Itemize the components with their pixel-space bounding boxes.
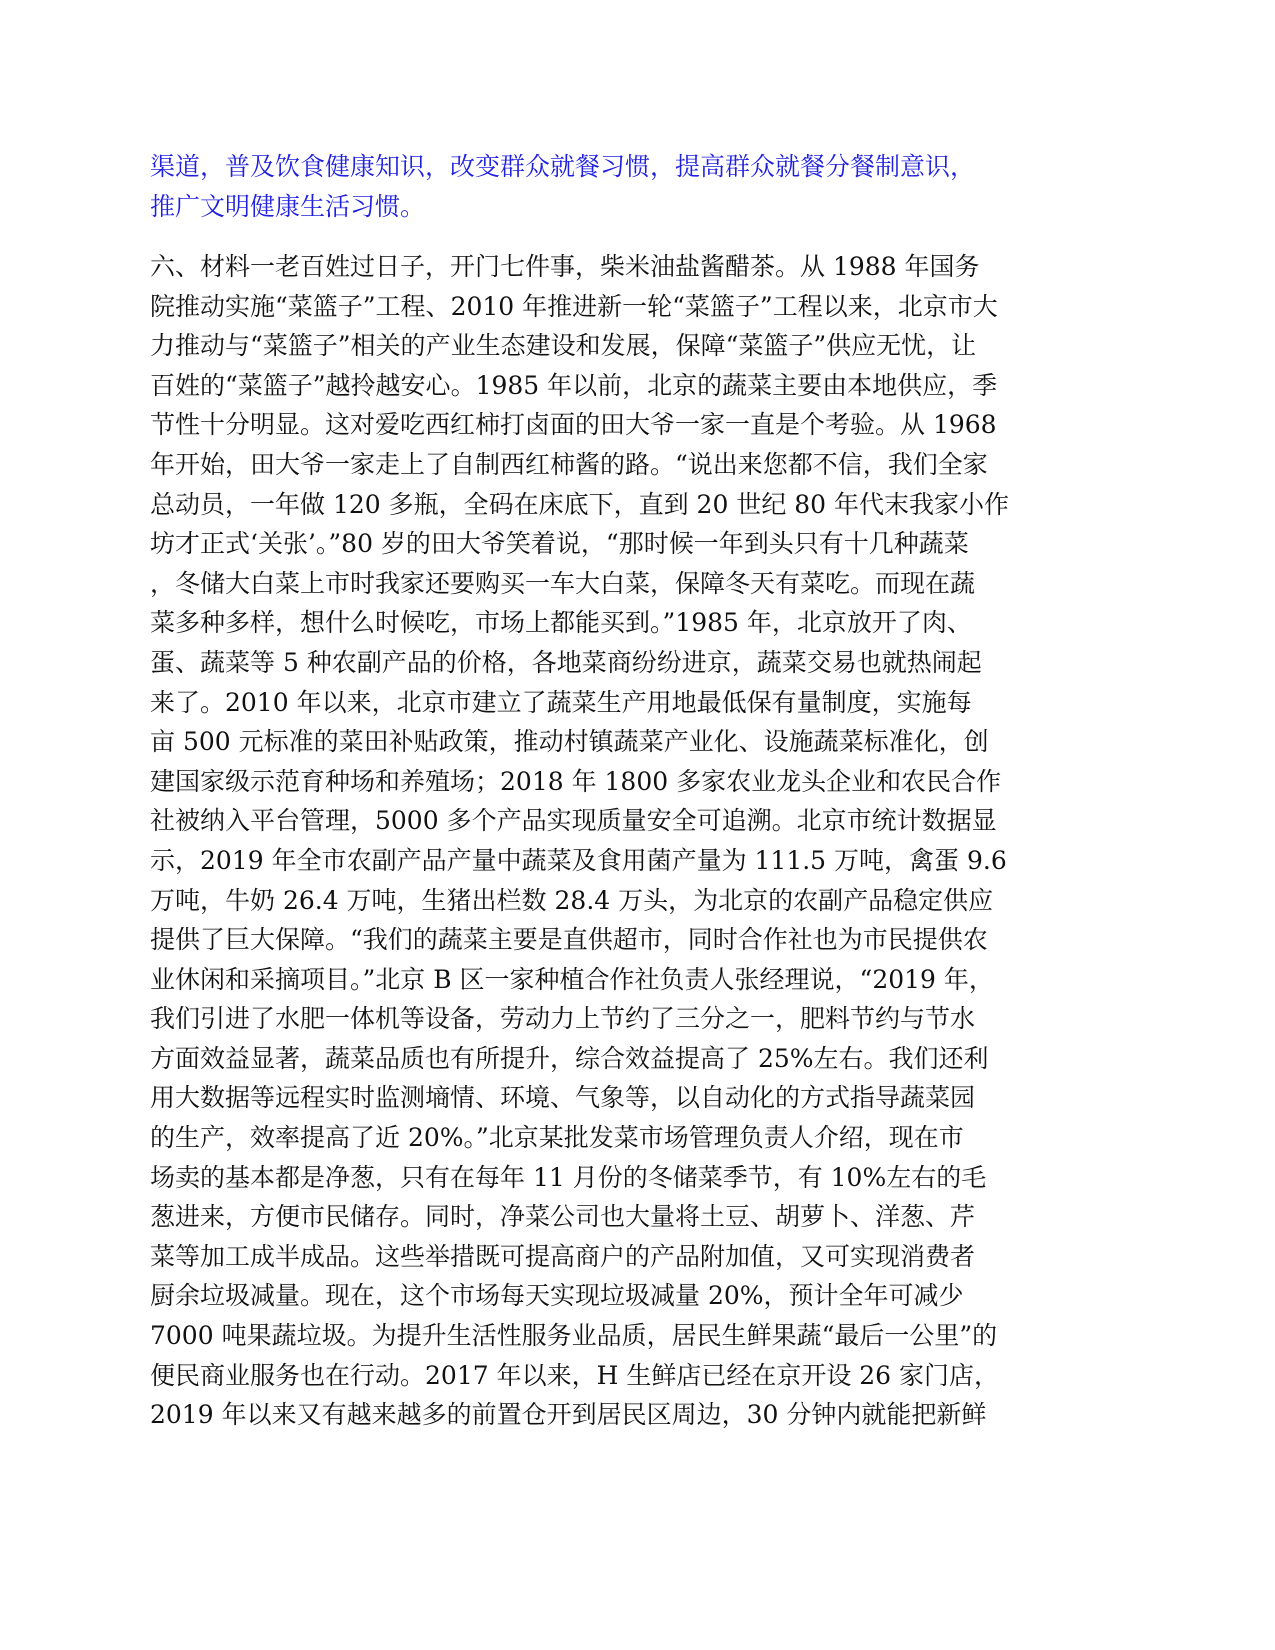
question-line: 节性十分明显。这对爱吃西红柿打卤面的田大爷一家一直是个考验。从 1968 — [150, 410, 997, 440]
question-line: 蛋、蔬菜等 5 种农副产品的价格，各地菜商纷纷进京，蔬菜交易也就热闹起 — [150, 647, 982, 677]
answer-line: 渠道，普及饮食健康知识，改变群众就餐习惯，提高群众就餐分餐制意识， — [150, 152, 976, 181]
question-line: 的生产，效率提高了近 20%。”北京某批发菜市场管理负责人介绍，现在市 — [150, 1123, 964, 1153]
question-line: 葱进来，方便市民储存。同时，净菜公司也大量将土豆、胡萝卜、洋葱、芹 — [150, 1202, 976, 1232]
question-line: 厨余垃圾减量。现在，这个市场每天实现垃圾减量 20%，预计全年可减少 — [150, 1281, 964, 1311]
question-line: 万吨，牛奶 26.4 万吨，生猪出栏数 28.4 万头，为北京的农副产品稳定供应 — [150, 885, 994, 915]
question-line: 场卖的基本都是净葱，只有在每年 11 月份的冬储菜季节，有 10%左右的毛 — [150, 1162, 987, 1192]
question-line: 便民商业服务也在行动。2017 年以来，H 生鲜店已经在京开设 26 家门店， — [150, 1360, 1000, 1390]
question-line: 2019 年以来又有越来越多的前置仓开到居民区周边，30 分钟内就能把新鲜 — [150, 1400, 987, 1430]
question-line: 用大数据等远程实时监测墒情、环境、气象等，以自动化的方式指导蔬菜园 — [150, 1083, 976, 1113]
question-line: 示，2019 年全市农副产品产量中蔬菜及食用菌产量为 111.5 万吨，禽蛋 9.6 — [150, 845, 1007, 875]
question-line: 菜等加工成半成品。这些举措既可提高商户的产品附加值，又可实现消费者 — [150, 1241, 976, 1271]
question-line: 总动员，一年做 120 多瓶，全码在床底下，直到 20 世纪 80 年代末我家小作 — [150, 489, 1010, 519]
answer-line: 推广文明健康生活习惯。 — [150, 191, 426, 221]
question-line: 提供了巨大保障。“我们的蔬菜主要是直供超市，同时合作社也为市民提供农 — [150, 925, 988, 955]
question-line: 7000 吨果蔬垃圾。为提升生活性服务业品质，居民生鲜果蔬“最后一公里”的 — [150, 1321, 998, 1351]
question-line: 来了。2010 年以来，北京市建立了蔬菜生产用地最低保有量制度，实施每 — [150, 687, 972, 717]
question-line: 建国家级示范育种场和养殖场；2018 年 1800 多家农业龙头企业和农民合作 — [150, 766, 1002, 796]
question-line: 亩 500 元标准的菜田补贴政策，推动村镇蔬菜产业化、设施蔬菜标准化，创 — [150, 727, 989, 757]
question-line: 年开始，田大爷一家走上了自制西红柿酱的路。“说出来您都不信，我们全家 — [150, 449, 988, 479]
question-line: 社被纳入平台管理，5000 多个产品实现质量安全可追溯。北京市统计数据显 — [150, 806, 997, 836]
question-line: 百姓的“菜篮子”越拎越安心。1985 年以前，北京的蔬菜主要由本地供应，季 — [150, 370, 998, 400]
question-six-paragraph — [150, 247, 1125, 1435]
question-line: 方面效益显著，蔬菜品质也有所提升，综合效益提高了 25%左右。我们还利 — [150, 1043, 989, 1073]
question-line: ，冬储大白菜上市时我家还要购买一车大白菜，保障冬天有菜吃。而现在蔬 — [150, 568, 976, 598]
question-line: 菜多种多样，想什么时候吃，市场上都能买到。”1985 年，北京放开了肉、 — [150, 608, 972, 638]
question-line: 六、材料一老百姓过日子，开门七件事，柴米油盐酱醋茶。从 1988 年国务 — [150, 252, 980, 281]
question-line: 业休闲和采摘项目。”北京 B 区一家种植合作社负责人张经理说，“2019 年， — [150, 964, 994, 994]
answer-paragraph — [150, 147, 1125, 226]
question-line: 坊才正式‘关张’。”80 岁的田大爷笑着说，“那时候一年到头只有十几种蔬菜 — [150, 529, 969, 559]
question-line: 院推动实施“菜篮子”工程、2010 年推进新一轮“菜篮子”工程以来，北京市大 — [150, 291, 998, 321]
question-line: 力推动与“菜篮子”相关的产业生态建设和发展，保障“菜篮子”供应无忧，让 — [150, 331, 977, 361]
question-line: 我们引进了水肥一体机等设备，劳动力上节约了三分之一，肥料节约与节水 — [150, 1004, 976, 1034]
